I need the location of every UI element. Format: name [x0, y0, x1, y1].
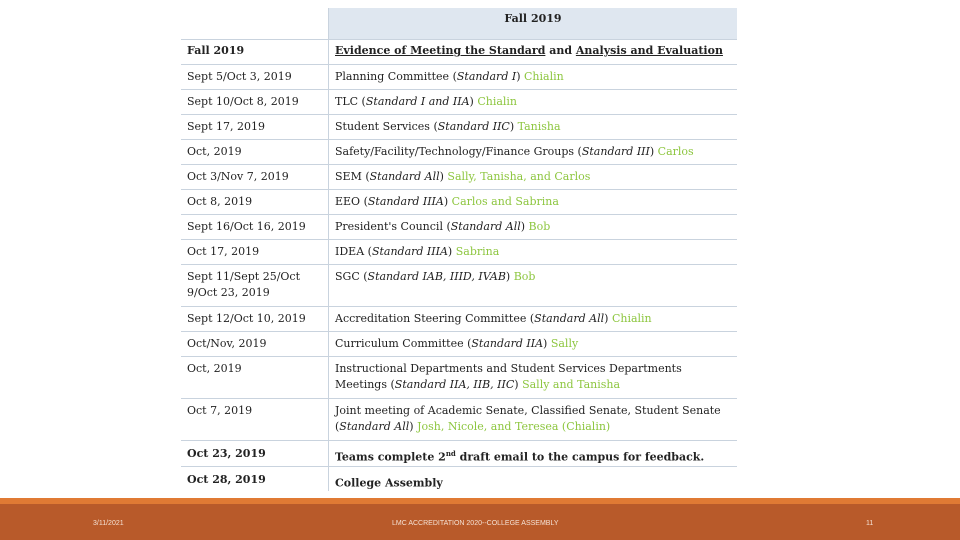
row-text: President's Council (	[335, 220, 451, 233]
row-date: Oct, 2019	[181, 140, 329, 165]
row-evidence	[329, 215, 738, 240]
row-text: Planning Committee (	[335, 70, 457, 83]
row-text: )	[439, 170, 448, 183]
row-owner: Tanisha	[517, 120, 561, 133]
table-row	[181, 165, 737, 190]
table-row	[181, 399, 737, 441]
table-row	[181, 215, 737, 240]
header-row	[181, 40, 737, 65]
row-text: )	[604, 312, 612, 325]
footer-page-number: 11	[866, 520, 874, 527]
table-row	[181, 307, 737, 332]
row-text: )	[516, 70, 524, 83]
milestone-text	[329, 441, 738, 467]
row-evidence	[329, 140, 738, 165]
row-date: Sept 16/Oct 16, 2019	[181, 215, 329, 240]
row-standard: Standard I	[456, 70, 517, 83]
row-standard: Standard All	[369, 170, 440, 183]
row-text: )	[649, 145, 658, 158]
row-text: Joint meeting of Academic Senate, Classified Senate, Student Senate (	[335, 404, 725, 433]
row-evidence	[329, 307, 738, 332]
row-text: EEO (	[335, 195, 368, 208]
row-evidence	[329, 115, 738, 140]
row-standard: Standard IAB, IIID, IVAB	[367, 270, 506, 283]
row-standard: Standard IIA, IIB, IIC	[394, 378, 515, 391]
row-text: Curriculum Committee (	[335, 337, 472, 350]
row-owner: Sally and Tanisha	[522, 378, 621, 391]
milestone-row	[181, 441, 737, 467]
row-standard: Standard All	[450, 220, 521, 233]
row-evidence	[329, 399, 738, 441]
header-evidence: Evidence of Meeting the Standard	[335, 44, 546, 57]
row-evidence	[329, 165, 738, 190]
footer-title: LMC ACCREDITATION 2020--COLLEGE ASSEMBLY	[392, 520, 559, 527]
row-date: Oct 8, 2019	[181, 190, 329, 215]
row-text: )	[543, 337, 551, 350]
row-text: )	[514, 378, 523, 391]
row-text: )	[469, 95, 478, 108]
row-evidence	[329, 357, 738, 399]
row-text: )	[520, 220, 529, 233]
row-evidence	[329, 332, 738, 357]
milestone-text-a: Teams complete 2	[335, 450, 446, 464]
title-blank-cell	[181, 8, 329, 40]
row-evidence	[329, 65, 738, 90]
row-owner: Sally	[550, 337, 579, 350]
row-owner: Carlos	[657, 145, 694, 158]
table-row	[181, 140, 737, 165]
milestone-text-a: College Assembly	[335, 476, 443, 490]
row-text: Student Services (	[335, 120, 438, 133]
row-evidence	[329, 90, 738, 115]
milestone-sup: nd	[445, 449, 456, 458]
table-row	[181, 90, 737, 115]
row-standard: Standard IIIA	[371, 245, 448, 258]
row-standard: Standard IIA	[471, 337, 544, 350]
row-date: Oct, 2019	[181, 357, 329, 399]
row-owner: Chialin	[524, 70, 564, 83]
table-row	[181, 115, 737, 140]
milestone-text	[329, 466, 738, 491]
row-date: Sept 11/Sept 25/Oct 9/Oct 23, 2019	[181, 265, 329, 307]
row-evidence	[329, 190, 738, 215]
footer-date: 3/11/2021	[93, 520, 124, 527]
row-date: Oct 7, 2019	[181, 399, 329, 441]
header-and: and	[545, 44, 576, 57]
row-text: Safety/Facility/Technology/Finance Groups (	[335, 145, 582, 158]
row-date: Oct 3/Nov 7, 2019	[181, 165, 329, 190]
row-evidence	[329, 265, 738, 307]
row-owner: Bob	[528, 220, 551, 233]
milestone-date: Oct 23, 2019	[181, 441, 329, 467]
row-standard: Standard All	[534, 312, 605, 325]
row-text: )	[505, 270, 514, 283]
header-analysis: Analysis and Evaluation	[575, 44, 723, 57]
row-owner: Josh, Nicole, and Teresea (Chialin)	[417, 420, 611, 433]
milestone-text-b: draft email to the campus for feedback.	[455, 450, 705, 464]
table-row	[181, 357, 737, 399]
row-date: Sept 5/Oct 3, 2019	[181, 65, 329, 90]
table-row	[181, 190, 737, 215]
row-owner: Sabrina	[455, 245, 500, 258]
row-evidence	[329, 240, 738, 265]
schedule-table	[181, 8, 737, 489]
row-text: SGC (	[335, 270, 368, 283]
row-text: )	[443, 195, 452, 208]
row-text: )	[509, 120, 518, 133]
header-col1: Fall 2019	[181, 40, 329, 65]
row-standard: Standard IIIA	[367, 195, 444, 208]
table-row	[181, 265, 737, 307]
row-standard: Standard All	[339, 420, 410, 433]
row-owner: Chialin	[611, 312, 652, 325]
row-date: Sept 10/Oct 8, 2019	[181, 90, 329, 115]
row-owner: Chialin	[477, 95, 518, 108]
table-row	[181, 332, 737, 357]
row-standard: Standard III	[581, 145, 650, 158]
row-text: SEM (	[335, 170, 370, 183]
footer-bar	[0, 504, 960, 540]
row-owner: Carlos and Sabrina	[451, 195, 559, 208]
row-text: Accreditation Steering Committee (	[335, 312, 535, 325]
row-owner: Bob	[513, 270, 536, 283]
row-date: Oct 17, 2019	[181, 240, 329, 265]
table-title-row	[181, 8, 737, 40]
row-text: Instructional Departments and Student Services Departments Meetings (	[335, 362, 686, 391]
row-owner: Sally, Tanisha, and Carlos	[447, 170, 591, 183]
header-col2	[329, 40, 738, 65]
row-standard: Standard I and IIA	[365, 95, 470, 108]
row-date: Oct/Nov, 2019	[181, 332, 329, 357]
row-text: IDEA (	[335, 245, 372, 258]
table-row	[181, 240, 737, 265]
milestone-date: Oct 28, 2019	[181, 466, 329, 491]
row-standard: Standard IIC	[437, 120, 510, 133]
table-body	[181, 65, 737, 492]
row-text: TLC (	[335, 95, 366, 108]
table-row	[181, 65, 737, 90]
table-title: Fall 2019	[329, 8, 738, 40]
row-date: Sept 17, 2019	[181, 115, 329, 140]
row-text: )	[409, 420, 418, 433]
row-text: )	[447, 245, 456, 258]
milestone-row	[181, 466, 737, 491]
row-date: Sept 12/Oct 10, 2019	[181, 307, 329, 332]
